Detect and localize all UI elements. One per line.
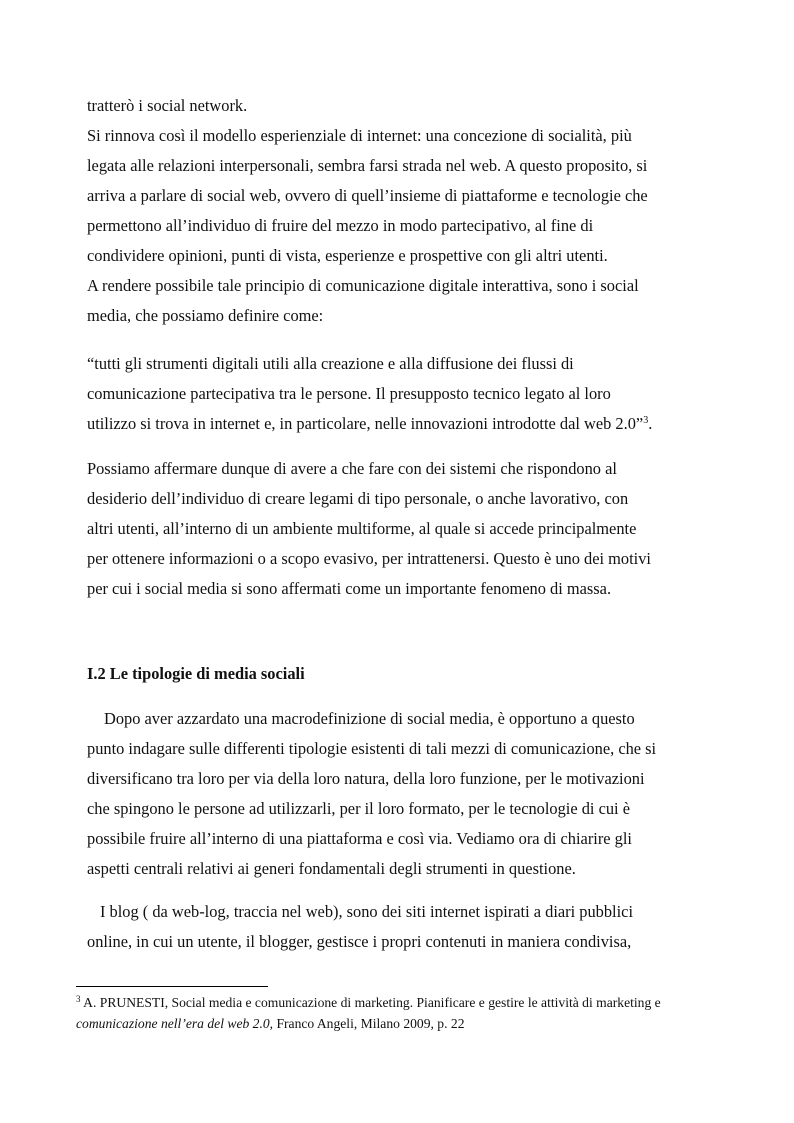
body-line: media, che possiamo definire come:: [87, 306, 324, 325]
body-line: Dopo aver azzardato una macrodefinizione di social media, è opportuno a questo: [104, 709, 635, 728]
footnote-reference: 3: [643, 415, 649, 426]
body-line: che spingono le persone ad utilizzarli, per il loro formato, per le tecnologie di cui è: [87, 799, 630, 818]
footnote-mark: 3: [76, 994, 81, 1004]
body-line: altri utenti, all’interno di un ambiente multiforme, al quale si accede principalmente: [87, 519, 637, 538]
footnote-line: [76, 1015, 465, 1033]
section-heading: I.2 Le tipologie di media sociali: [87, 664, 305, 683]
body-line: legata alle relazioni interpersonali, sembra farsi strada nel web. A questo proposito, si: [87, 156, 648, 175]
footnote-text: A. PRUNESTI, Social media e comunicazione di marketing. Pianificare e gestire le attività di marketing e: [80, 995, 661, 1010]
quote-line: comunicazione partecipativa tra le persone. Il presupposto tecnico legato al loro: [87, 384, 611, 403]
footnote-text: , Franco Angeli, Milano 2009, p. 22: [269, 1016, 465, 1031]
footnote-line: [76, 994, 661, 1012]
quote-line: [87, 414, 652, 434]
body-line: possibile fruire all’interno di una piattaforma e così via. Vediamo ora di chiarire gli: [87, 829, 632, 848]
quote-period: .: [648, 414, 653, 433]
body-line: per ottenere informazioni o a scopo evasivo, per intrattenersi. Questo è uno dei motivi: [87, 549, 651, 568]
footnote-italic-title: comunicazione nell’era del web 2.0: [76, 1016, 270, 1031]
body-line: Possiamo affermare dunque di avere a che fare con dei sistemi che rispondono al: [87, 459, 617, 478]
quote-text: utilizzo si trova in internet e, in particolare, nelle innovazioni introdotte dal web 2.0”: [87, 414, 644, 433]
body-line: diversificano tra loro per via della loro natura, della loro funzione, per le motivazioni: [87, 769, 645, 788]
body-line: arriva a parlare di social web, ovvero di quell’insieme di piattaforme e tecnologie che: [87, 186, 648, 205]
footnote-separator: [76, 986, 268, 987]
body-line: tratterò i social network.: [87, 96, 248, 115]
body-line: online, in cui un utente, il blogger, gestisce i propri contenuti in maniera condivisa,: [87, 932, 632, 951]
quote-line: “tutti gli strumenti digitali utili alla creazione e alla diffusione dei flussi di: [87, 354, 574, 373]
body-line: condividere opinioni, punti di vista, esperienze e prospettive con gli altri utenti.: [87, 246, 608, 265]
body-line: I blog ( da web-log, traccia nel web), sono dei siti internet ispirati a diari pubblici: [100, 902, 633, 921]
body-line: Si rinnova così il modello esperienziale di internet: una concezione di socialità, più: [87, 126, 632, 145]
body-line: punto indagare sulle differenti tipologie esistenti di tali mezzi di comunicazione, che si: [87, 739, 657, 758]
body-line: per cui i social media si sono affermati come un importante fenomeno di massa.: [87, 579, 612, 598]
body-line: permettono all’individuo di fruire del mezzo in modo partecipativo, al fine di: [87, 216, 594, 235]
body-line: A rendere possibile tale principio di comunicazione digitale interattiva, sono i social: [87, 276, 639, 295]
body-line: desiderio dell’individuo di creare legami di tipo personale, o anche lavorativo, con: [87, 489, 629, 508]
body-line: aspetti centrali relativi ai generi fondamentali degli strumenti in questione.: [87, 859, 576, 878]
